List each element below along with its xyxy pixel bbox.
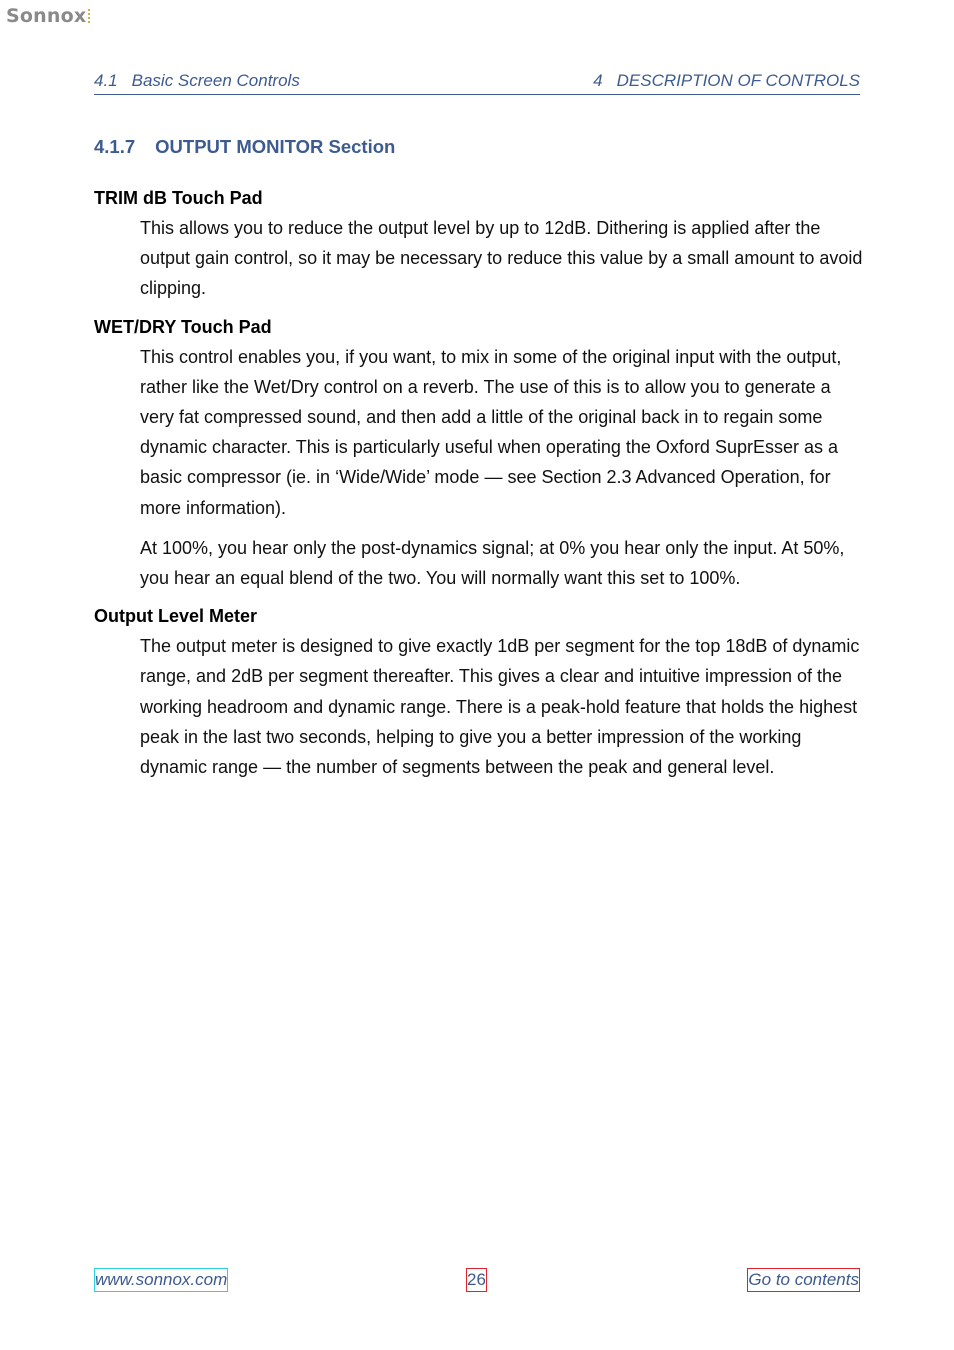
header-left: [94, 71, 300, 91]
trim-heading: TRIM dB Touch Pad: [94, 188, 263, 208]
sonnox-logo: [6, 5, 90, 27]
block-output-meter: [94, 603, 864, 782]
wet-dry-paragraph-2: At 100%, you hear only the post-dynamics signal; at 0% you hear only the input. At 50%, you hear an equal blend of the two. You will normally want this set to 100%.: [140, 537, 845, 589]
header-left-title: Basic Screen Controls: [131, 71, 300, 90]
section-number: 4.1.7: [94, 136, 136, 157]
block-wet-dry: [94, 314, 864, 594]
header-right-number: 4: [593, 71, 603, 90]
header-right: [593, 71, 860, 91]
wet-dry-heading: WET/DRY Touch Pad: [94, 316, 272, 337]
output-meter-paragraph: The output meter is designed to give exactly 1dB per segment for the top 18dB of dynamic range, and 2dB per segment thereafter. This gives a clear and intuitive impression of the working headroom and dynamic range. There is a peak-hold feature that holds the highest peak in the last two seconds, helping to give you a better impression of the working dynamic range — the number of segments between the peak and general level.: [140, 636, 860, 778]
logo-text: Sonnox: [6, 5, 87, 27]
block-trim: [94, 185, 864, 304]
section-name: OUTPUT MONITOR Section: [155, 136, 396, 157]
running-header: [94, 70, 860, 95]
logo-dots-icon: [88, 9, 90, 23]
trim-paragraph: This allows you to reduce the output level by up to 12dB. Dithering is applied after the output gain control, so it may be necessary to reduce this value by a small amount to avoid clipping.: [140, 218, 863, 299]
section-title: [94, 136, 395, 158]
content: [94, 185, 864, 792]
page-number-link[interactable]: 26: [466, 1268, 487, 1292]
header-right-title: DESCRIPTION OF CONTROLS: [616, 71, 860, 90]
wet-dry-paragraph-1: This control enables you, if you want, to mix in some of the original input with the output, rather like the Wet/Dry control on a reverb. The use of this is to allow you to generate a very fat compressed sound, and then add a little of the original back in to regain some dynamic character. This is particularly useful when operating the Oxford SuprEsser as a basic compressor (ie. in ‘Wide/Wide’ mode — see Section 2.3 Advanced Operation, for more information).: [140, 346, 842, 518]
page-footer: [94, 1268, 860, 1294]
go-to-contents-link[interactable]: Go to contents: [747, 1268, 860, 1292]
output-meter-heading: Output Level Meter: [94, 606, 258, 627]
header-left-number: 4.1: [94, 71, 118, 90]
website-link[interactable]: www.sonnox.com: [94, 1268, 228, 1292]
